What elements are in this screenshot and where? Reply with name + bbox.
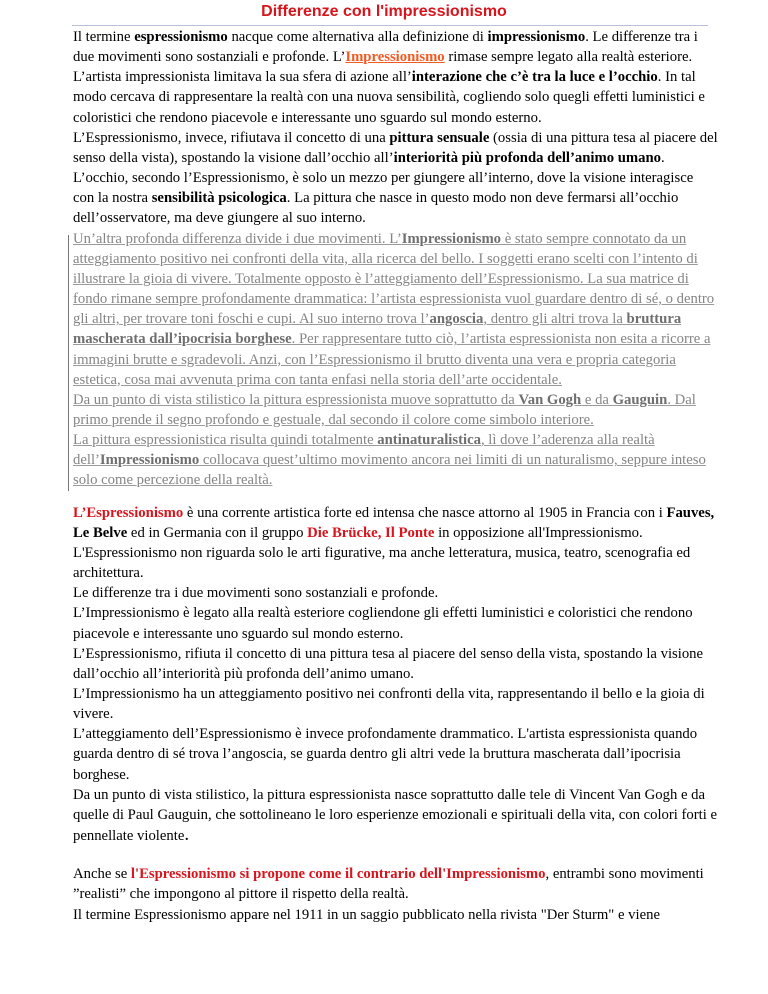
paragraph-expressionism: L’Espressionismo, invece, rifiutava il concetto di una pittura sensuale (ossia di una pittura tesa al piacere del senso della vista), spostando la visione dall’occhio all’interiorità più profonda dell’animo umano. bbox=[73, 129, 718, 166]
paragraph-term-origin: Il termine Espressionismo appare nel 1911 in un saggio pubblicato nella rivista "Der Sturm" e viene bbox=[73, 906, 660, 923]
paragraph-arts: L'Espressionismo non riguarda solo le arti figurative, ma anche letteratura, musica, teatro, scenografia ed architettura. bbox=[73, 544, 691, 582]
paragraph-difference: Un’altra profonda differenza divide i due movimenti. L’Impressionismo è stato sempre connotato da un atteggiamento positivo nei confronti della vita, alla ricerca del bello. I soggetti erano scelti con l’intento di illustrare la gioia di vivere. Totalmente opposto è l’atteggiamento dell’Espressionismo. La sua matrice di fondo rimane sempre profondamente drammatica: l’artista espressionista vuol guardare dentro di sé, o dentro gli altri, per trovare toni foschi e cupi. Al suo interno trova l’angoscia, dentro gli altri trova la bruttura mascherata dall’ipocrisia borghese. Per rappresentare tutto ciò, l’artista espressionista non esita a ricorre a immagini brutte e sgradevoli. Anzi, con l’Espressionismo il brutto diventa una vera e propria categoria estetica, cosa mai avvenuta prima con tanta enfasi nella storia dell’arte occidentale. bbox=[73, 230, 715, 388]
paragraph-expressionism-vision: L’Espressionismo, rifiuta il concetto di una pittura tesa al piacere del senso della vista, spostando la visione dall’occhio all’interiorità più profonda dell’animo umano. bbox=[73, 645, 704, 682]
page-title: Differenze con l'impressionismo bbox=[261, 3, 507, 20]
paragraph-stylistic: Da un punto di vista stilistico, la pittura espressionista nasce soprattutto dalle tele di Vincent Van Gogh e da quelle di Paul Gauguin, che sottolineano le loro esperienze emozionali e spirituali della vita, con colori forti e pennellate violente. bbox=[73, 786, 718, 846]
title-divider bbox=[72, 25, 708, 26]
paragraph-intro: Il termine espressionismo nacque come alternativa alla definizione di impressionismo. Le differenze tra i due movimenti sono sostanziali e profonde. L’Impressionismo rimase sempre legato alla realtà esteriore. L’artista impressionista limitava la sua sfera di azione all’interazione che c’è tra la luce e l’occhio. In tal modo cercava di rappresentare la realtà con una nuova sensibilità, cogliendo solo quegli effetti luministici e coloristici che rendono piacevole e interessante uno sguardo sul mondo esterno. bbox=[73, 29, 705, 126]
paragraph-differences: Le differenze tra i due movimenti sono sostanziali e profonde. bbox=[73, 585, 439, 602]
paragraph-impressionism-attitude: L’Impressionismo ha un atteggiamento positivo nei confronti della vita, rappresentando il bello e la gioia di vivere. bbox=[73, 686, 705, 723]
paragraph-style: Da un punto di vista stilistico la pittura espressionista muove soprattutto da Van Gogh e da Gauguin. Dal primo prende il segno profondo e gestuale, dal secondo il colore come simbolo interiore. bbox=[73, 391, 696, 428]
tracked-change-block bbox=[73, 229, 718, 491]
paragraph-impressionism-reality: L’Impressionismo è legato alla realtà esteriore cogliendone gli effetti luministici e coloristici che rendono piacevole e interessante uno sguardo sul mondo esterno. bbox=[73, 605, 693, 642]
paragraph-eye: L’occhio, secondo l’Espressionismo, è solo un mezzo per giungere all’interno, dove la visione interagisce con la nostra sensibilità psicologica. La pittura che nasce in questo modo non deve fermarsi all’occhio dell’osservatore, ma deve giungere al suo interno. bbox=[73, 170, 694, 227]
paragraph-definition: L’Espressionismo è una corrente artistica forte ed intensa che nasce attorno al 1905 in Francia con i Fauves, Le Belve ed in Germania con il gruppo Die Brücke, Il Ponte in opposizione all'Impressionismo. bbox=[73, 504, 715, 541]
impressionismo-link[interactable]: Impressionismo bbox=[345, 49, 445, 66]
document-body bbox=[73, 27, 718, 925]
paragraph-realism: Anche se l'Espressionismo si propone come il contrario dell'Impressionismo, entrambi sono movimenti ”realisti” che impongono al pittore il rispetto della realtà. bbox=[73, 866, 704, 903]
paragraph-antinaturalism: La pittura espressionistica risulta quindi totalmente antinaturalistica, lì dove l’aderenza alla realtà dell’Impressionismo collocava quest’ultimo movimento ancora nei limiti di un naturalismo, seppure inteso solo come percezione della realtà. bbox=[73, 432, 706, 489]
paragraph-expressionism-attitude: L’atteggiamento dell’Espressionismo è invece profondamente drammatico. L'artista espressionista quando guarda dentro di sé trova l’angoscia, se guarda dentro gli altri vede la bruttura mascherata dall’ipocrisia borghese. bbox=[73, 726, 698, 783]
